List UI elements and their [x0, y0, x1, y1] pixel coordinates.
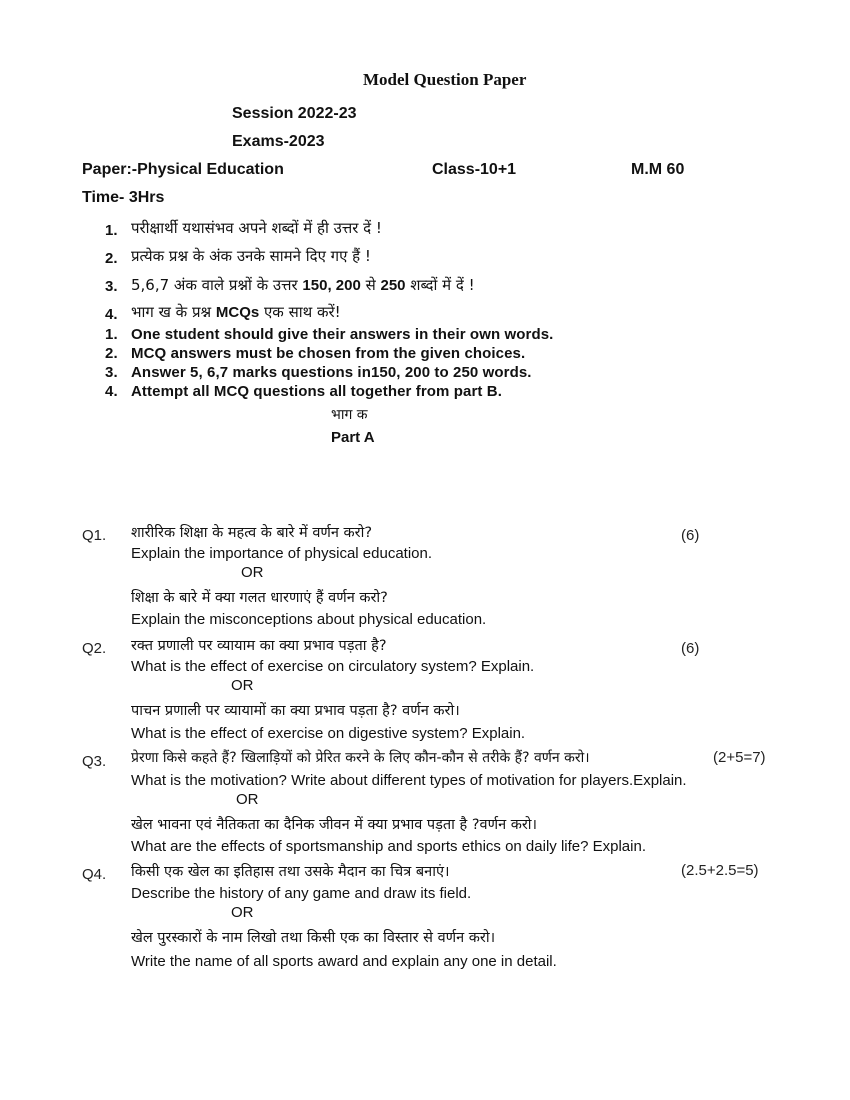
- question-number: Q4.: [82, 866, 107, 883]
- instruction-english: MCQ answers must be chosen from the given choices.: [131, 345, 526, 362]
- question-english: Describe the history of any game and draw its field.: [131, 885, 472, 902]
- question-alt-hindi: शिक्षा के बारे में क्या गलत धारणाएं हैं वर्णन करो?: [131, 590, 388, 606]
- time-label: Time- 3Hrs: [82, 189, 165, 206]
- instruction-hindi-part: से: [360, 276, 381, 294]
- max-marks-label: M.M 60: [631, 161, 685, 178]
- instruction-hindi-number: 3.: [105, 278, 118, 295]
- question-english: What is the effect of exercise on circulatory system? Explain.: [131, 658, 535, 675]
- instruction-hindi-bold: 150, 200: [302, 277, 361, 294]
- question-english: Explain the importance of physical education.: [131, 545, 433, 562]
- instruction-hindi-part: भाग ख के प्रश्न: [131, 303, 216, 321]
- instruction-hindi: प्रत्येक प्रश्न के अंक उनके सामने दिए गए हैं !: [131, 247, 371, 265]
- instruction-hindi: [131, 302, 341, 322]
- question-alt-english: What are the effects of sportsmanship and sports ethics on daily life? Explain.: [131, 838, 646, 855]
- part-heading-hindi: भाग क: [331, 407, 368, 423]
- instruction-english-number: 1.: [105, 326, 118, 343]
- session-label: Session 2022-23: [232, 105, 357, 122]
- question-marks: (6): [681, 640, 700, 657]
- or-separator: OR: [231, 904, 254, 921]
- instruction-hindi: [131, 275, 475, 295]
- question-hindi: किसी एक खेल का इतिहास तथा उसके मैदान का चित्र बनाएं।: [131, 864, 450, 880]
- instruction-english: Attempt all MCQ questions all together from part B.: [131, 383, 502, 400]
- exams-label: Exams-2023: [232, 133, 325, 150]
- question-marks: (2+5=7): [713, 749, 766, 766]
- instruction-hindi: परीक्षार्थी यथासंभव अपने शब्दों में ही उत्तर दें !: [131, 219, 382, 237]
- question-alt-hindi: खेल पुरस्कारों के नाम लिखो तथा किसी एक का विस्तार से वर्णन करो।: [131, 930, 496, 946]
- question-number: Q3.: [82, 753, 107, 770]
- question-alt-english: Explain the misconceptions about physical education.: [131, 611, 487, 628]
- question-hindi: शारीरिक शिक्षा के महत्व के बारे में वर्णन करो?: [131, 525, 373, 541]
- question-marks: (6): [681, 527, 700, 544]
- instruction-hindi-number: 2.: [105, 250, 118, 267]
- question-marks: (2.5+2.5=5): [681, 862, 759, 879]
- part-heading-english: Part A: [331, 429, 375, 446]
- paper-label: Paper:-Physical Education: [82, 161, 284, 178]
- class-label: Class-10+1: [432, 161, 517, 178]
- instruction-hindi-part: शब्दों में दें !: [405, 276, 475, 294]
- question-number: Q2.: [82, 640, 107, 657]
- instruction-english: Answer 5, 6,7 marks questions in150, 200 to 250 words.: [131, 364, 532, 381]
- instruction-hindi-bold: 250: [380, 277, 406, 294]
- instruction-hindi-part: एक साथ करें!: [259, 303, 341, 321]
- question-alt-hindi: खेल भावना एवं नैतिकता का दैनिक जीवन में क्या प्रभाव पड़ता है ?वर्णन करो।: [131, 817, 538, 833]
- or-separator: OR: [236, 791, 259, 808]
- instruction-english-number: 2.: [105, 345, 118, 362]
- instruction-hindi-bold: MCQs: [215, 304, 260, 321]
- question-hindi: प्रेरणा किसे कहते हैं? खिलाड़ियों को प्रेरित करने के लिए कौन-कौन से तरीके हैं? वर्णन करो।: [131, 750, 590, 766]
- or-separator: OR: [231, 677, 254, 694]
- instruction-hindi-number: 4.: [105, 306, 118, 323]
- question-hindi: रक्त प्रणाली पर व्यायाम का क्या प्रभाव पड़ता है?: [131, 638, 387, 654]
- question-alt-english: What is the effect of exercise on digestive system? Explain.: [131, 725, 526, 742]
- instruction-english-number: 3.: [105, 364, 118, 381]
- question-english: What is the motivation? Write about different types of motivation for players.Explain.: [131, 772, 687, 789]
- page-title: Model Question Paper: [363, 70, 527, 89]
- or-separator: OR: [241, 564, 264, 581]
- instruction-hindi-number: 1.: [105, 222, 118, 239]
- question-alt-english: Write the name of all sports award and explain any one in detail.: [131, 953, 557, 970]
- instruction-english: One student should give their answers in their own words.: [131, 326, 554, 343]
- question-alt-hindi: पाचन प्रणाली पर व्यायामों का क्या प्रभाव पड़ता है? वर्णन करो।: [131, 703, 460, 719]
- instruction-hindi-part: 5,6,7 अंक वाले प्रश्नों के उत्तर: [131, 276, 303, 294]
- question-number: Q1.: [82, 527, 107, 544]
- instruction-english-number: 4.: [105, 383, 118, 400]
